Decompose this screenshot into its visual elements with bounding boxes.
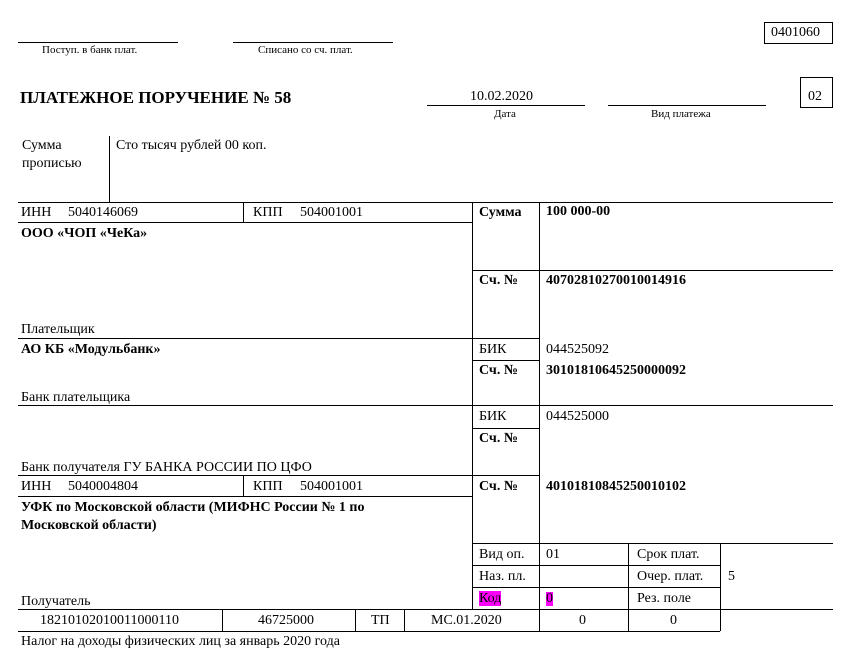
grid-line: [243, 202, 244, 222]
amount-words-label-2: прописью: [22, 156, 82, 171]
grid-line: [18, 405, 833, 406]
date-label: Дата: [494, 108, 516, 120]
grid-line: [18, 475, 539, 476]
payer-name: ООО «ЧОП «ЧеКа»: [21, 226, 148, 241]
grid-line: [628, 543, 629, 631]
code-label-highlight: Код: [479, 591, 502, 606]
debited-line: [233, 42, 393, 43]
amount-value: 100 000-00: [546, 204, 611, 219]
payer-bank-corr-label: Сч. №: [479, 363, 518, 378]
kbk: 18210102010011000110: [40, 613, 179, 628]
payment-purpose: Налог на доходы физических лиц за январь 2020 года: [21, 634, 340, 649]
recipient-account: 40101810845250010102: [546, 479, 686, 494]
amount-words-value: Сто тысяч рублей 00 коп.: [116, 138, 267, 153]
doc-date: 10.02.2020: [470, 89, 533, 104]
payer-account-label: Сч. №: [479, 273, 518, 288]
grid-line: [472, 360, 539, 361]
received-bank-label: Поступ. в банк плат.: [42, 44, 138, 56]
doc-date-budget: 0: [670, 613, 677, 628]
grid-line: [539, 202, 540, 631]
status-code: 02: [808, 89, 822, 104]
grid-line: [472, 543, 833, 544]
recipient-kpp: 504001001: [300, 479, 363, 494]
term-label: Срок плат.: [637, 547, 700, 562]
recipient-bik-label: БИК: [479, 409, 507, 424]
payer-label: Плательщик: [21, 322, 95, 337]
recipient-bank-label: Банк получателя ГУ БАНКА РОССИИ ПО ЦФО: [21, 460, 312, 475]
priority-value: 5: [728, 569, 735, 584]
grid-line: [243, 475, 244, 496]
amount-words-label-1: Сумма: [22, 138, 62, 153]
payment-type-line: [608, 105, 766, 106]
words-divider: [109, 136, 110, 202]
payer-bik-label: БИК: [479, 342, 507, 357]
recipient-bank-corr-label: Сч. №: [479, 431, 518, 446]
recipient-kpp-label: КПП: [253, 479, 283, 494]
payer-kpp: 504001001: [300, 205, 363, 220]
grid-line: [404, 609, 405, 631]
grid-line: [472, 270, 833, 271]
page-title: ПЛАТЕЖНОЕ ПОРУЧЕНИЕ № 58: [20, 88, 292, 107]
grid-line: [222, 609, 223, 631]
recipient-name-2: Московской области): [21, 518, 157, 533]
grid-line: [18, 609, 833, 610]
grid-line: [472, 428, 539, 429]
payer-inn-label: ИНН: [21, 205, 52, 220]
grid-line: [472, 202, 473, 609]
reserve-label: Рез. поле: [637, 591, 692, 606]
date-line: [427, 105, 585, 106]
payment-type-label: Вид платежа: [651, 108, 711, 120]
grid-line: [18, 202, 833, 203]
doc-number: 0: [579, 613, 586, 628]
payer-bank-name: АО КБ «Модульбанк»: [21, 342, 161, 357]
amount-label: Сумма: [479, 205, 522, 220]
tax-period: МС.01.2020: [431, 613, 502, 628]
grid-line: [18, 222, 472, 223]
grid-line: [355, 609, 356, 631]
grid-line: [18, 338, 539, 339]
recipient-bik: 044525000: [546, 409, 609, 424]
grid-line: [472, 587, 721, 588]
grid-line: [18, 631, 720, 632]
payer-bik: 044525092: [546, 342, 609, 357]
recipient-label: Получатель: [21, 594, 91, 609]
payer-kpp-label: КПП: [253, 205, 283, 220]
op-type: 01: [546, 547, 560, 562]
payer-account: 40702810270010014916: [546, 273, 686, 288]
received-bank-line: [18, 42, 178, 43]
priority-label: Очер. плат.: [637, 569, 704, 584]
payer-bank-label: Банк плательщика: [21, 390, 131, 405]
debited-label: Списано со сч. плат.: [258, 44, 353, 56]
code-label: [479, 592, 501, 606]
form-code: 0401060: [771, 25, 820, 40]
purpose-code-label: Наз. пл.: [479, 569, 526, 584]
recipient-name-1: УФК по Московской области (МИФНС России № 1 по: [21, 500, 365, 515]
basis: ТП: [371, 613, 390, 628]
grid-line: [18, 496, 472, 497]
recipient-account-label: Сч. №: [479, 479, 518, 494]
oktmo: 46725000: [258, 613, 314, 628]
recipient-inn: 5040004804: [68, 479, 138, 494]
op-type-label: Вид оп.: [479, 547, 525, 562]
payer-inn: 5040146069: [68, 205, 138, 220]
grid-line: [720, 543, 721, 631]
grid-line: [472, 565, 721, 566]
recipient-inn-label: ИНН: [21, 479, 52, 494]
payer-bank-corr: 30101810645250000092: [546, 363, 686, 378]
code-value: 0: [546, 591, 553, 606]
